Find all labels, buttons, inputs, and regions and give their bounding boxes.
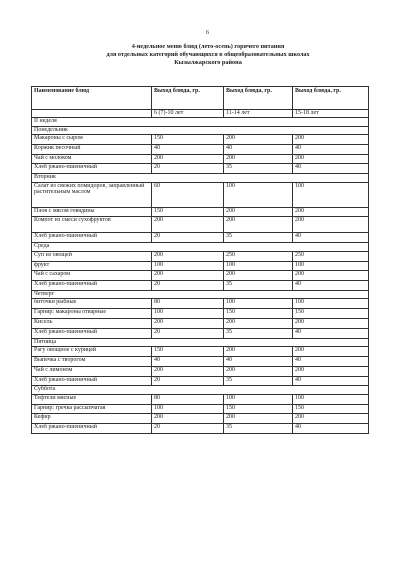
age-group-1: 6 (7)-10 лет: [152, 110, 224, 118]
portion-cell: 150: [293, 404, 369, 414]
portion-cell: 20: [152, 328, 224, 338]
portion-cell: 40: [293, 328, 369, 338]
dish-name-cell: Плов с мясом говядины: [32, 207, 152, 217]
table-row: [32, 135, 369, 145]
portion-cell: 150: [293, 309, 369, 319]
dish-name-cell: Чай с молоком: [32, 154, 152, 164]
table-row: [32, 281, 369, 291]
header-output-3: Выход блюда, гр.: [293, 87, 369, 110]
title-line-1: 4-недельное меню блюд (лето-осень) горячего питания: [131, 43, 285, 50]
portion-cell: 200: [224, 319, 293, 329]
table-row: [32, 261, 369, 271]
dish-name-cell: Коржик песочный: [32, 144, 152, 154]
portion-cell: 40: [293, 233, 369, 243]
dish-name-cell: Хлеб ржано-пшеничный: [32, 328, 152, 338]
portion-cell: 200: [293, 414, 369, 424]
portion-cell: 200: [224, 414, 293, 424]
day-header: Понедельник: [32, 126, 369, 135]
portion-cell: 80: [152, 299, 224, 309]
portion-cell: 100: [152, 404, 224, 414]
portion-cell: 40: [152, 356, 224, 366]
table-row: [32, 233, 369, 243]
dish-name-cell: фрукт: [32, 261, 152, 271]
portion-cell: 200: [152, 414, 224, 424]
portion-cell: 35: [224, 424, 293, 434]
dish-name-cell: Хлеб ржано-пшеничный: [32, 376, 152, 386]
portion-cell: 20: [152, 281, 224, 291]
portion-cell: 100: [224, 394, 293, 404]
dish-name-cell: Чай с лимоном: [32, 366, 152, 376]
portion-cell: 200: [224, 366, 293, 376]
portion-cell: 200: [224, 217, 293, 233]
table-row: [32, 366, 369, 376]
portion-cell: 40: [152, 144, 224, 154]
portion-cell: 200: [152, 154, 224, 164]
portion-cell: 200: [152, 251, 224, 261]
portion-cell: 40: [293, 424, 369, 434]
portion-cell: 35: [224, 164, 293, 174]
portion-cell: 200: [293, 271, 369, 281]
portion-cell: 150: [152, 347, 224, 357]
portion-cell: 200: [293, 366, 369, 376]
title-line-3: Кызылжарского района: [174, 58, 242, 66]
header-blank: [32, 110, 152, 118]
table-row: [32, 414, 369, 424]
portion-cell: 40: [293, 144, 369, 154]
header-output-1: Выход блюда, гр.: [152, 87, 224, 110]
portion-cell: 200: [224, 271, 293, 281]
portion-cell: 100: [224, 261, 293, 271]
dish-name-cell: Макароны с сыром: [32, 135, 152, 145]
portion-cell: 100: [152, 309, 224, 319]
portion-cell: 40: [224, 356, 293, 366]
portion-cell: 100: [152, 261, 224, 271]
portion-cell: 100: [293, 299, 369, 309]
portion-cell: 100: [224, 182, 293, 207]
portion-cell: 200: [293, 347, 369, 357]
age-group-2: 11-14 лет: [224, 110, 293, 118]
portion-cell: 35: [224, 376, 293, 386]
table-row: [32, 154, 369, 164]
portion-cell: 100: [293, 182, 369, 207]
portion-cell: 100: [293, 394, 369, 404]
table-body: [32, 118, 369, 434]
portion-cell: 200: [293, 319, 369, 329]
age-group-3: 15-18 лет: [293, 110, 369, 118]
portion-cell: 200: [224, 347, 293, 357]
portion-cell: 150: [152, 135, 224, 145]
day-header: Суббота: [32, 386, 369, 395]
title-line-2: для отдельных категорий обучающихся в общеобразовательных школах: [106, 50, 310, 58]
portion-cell: 200: [293, 154, 369, 164]
table-row: [32, 182, 369, 207]
table-row: [32, 251, 369, 261]
dish-name-cell: Компот из смеси сухофруктов: [32, 217, 152, 233]
portion-cell: 150: [224, 309, 293, 319]
portion-cell: 40: [224, 144, 293, 154]
dish-name-cell: Кисель: [32, 319, 152, 329]
portion-cell: 20: [152, 233, 224, 243]
header-dish-name: Наименование блюд: [32, 87, 152, 110]
document-title: [28, 43, 388, 66]
dish-name-cell: Тефтели мясные: [32, 394, 152, 404]
table-row: [32, 424, 369, 434]
portion-cell: 40: [293, 281, 369, 291]
table-row: [32, 144, 369, 154]
portion-cell: 200: [224, 154, 293, 164]
dish-name-cell: Гарнир: гречка рассыпчатая: [32, 404, 152, 414]
portion-cell: 200: [293, 217, 369, 233]
dish-name-cell: Хлеб ржано-пшеничный: [32, 233, 152, 243]
portion-cell: 60: [152, 182, 224, 207]
page-number: 6: [206, 30, 209, 36]
portion-cell: 40: [293, 164, 369, 174]
header-output-2: Выход блюда, гр.: [224, 87, 293, 110]
portion-cell: 20: [152, 164, 224, 174]
table-row: [32, 164, 369, 174]
dish-name-cell: биточки рыбные: [32, 299, 152, 309]
portion-cell: 200: [293, 207, 369, 217]
dish-name-cell: Салат из свежих помидоров, заправленный растительным маслом: [32, 182, 152, 207]
dish-name-cell: Суп из овощей: [32, 251, 152, 261]
portion-cell: 35: [224, 328, 293, 338]
portion-cell: 200: [152, 217, 224, 233]
dish-name-cell: Кефир: [32, 414, 152, 424]
portion-cell: 150: [152, 207, 224, 217]
day-header: Пятница: [32, 338, 369, 347]
day-header: Вторник: [32, 174, 369, 183]
portion-cell: 40: [293, 376, 369, 386]
table-row: [32, 271, 369, 281]
portion-cell: 200: [152, 271, 224, 281]
menu-table: [31, 86, 369, 434]
table-row: [32, 404, 369, 414]
portion-cell: 200: [152, 319, 224, 329]
table-row: [32, 376, 369, 386]
table-header: [32, 87, 369, 118]
dish-name-cell: Хлеб ржано-пшеничный: [32, 424, 152, 434]
portion-cell: 250: [224, 251, 293, 261]
portion-cell: 80: [152, 394, 224, 404]
table-row: [32, 347, 369, 357]
portion-cell: 100: [224, 299, 293, 309]
day-header: Четверг: [32, 290, 369, 299]
dish-name-cell: Чай с сахаром: [32, 271, 152, 281]
portion-cell: 35: [224, 281, 293, 291]
table-row: [32, 207, 369, 217]
table-row: [32, 299, 369, 309]
dish-name-cell: Выпечка с творогом: [32, 356, 152, 366]
portion-cell: 200: [293, 135, 369, 145]
portion-cell: 200: [224, 207, 293, 217]
portion-cell: 100: [293, 261, 369, 271]
dish-name-cell: Хлеб ржано-пшеничный: [32, 281, 152, 291]
portion-cell: 20: [152, 376, 224, 386]
portion-cell: 250: [293, 251, 369, 261]
table-row: [32, 328, 369, 338]
portion-cell: 200: [152, 366, 224, 376]
portion-cell: 200: [224, 135, 293, 145]
table-row: [32, 217, 369, 233]
table-row: [32, 394, 369, 404]
dish-name-cell: Гарнир: макароны отварные: [32, 309, 152, 319]
dish-name-cell: Хлеб ржано-пшеничный: [32, 164, 152, 174]
dish-name-cell: Рагу овощное с курицей: [32, 347, 152, 357]
table-row: [32, 319, 369, 329]
table-row: [32, 309, 369, 319]
table-row: [32, 356, 369, 366]
portion-cell: 150: [224, 404, 293, 414]
day-header: Среда: [32, 243, 369, 252]
portion-cell: 20: [152, 424, 224, 434]
portion-cell: 40: [293, 356, 369, 366]
week-label: II неделя: [32, 118, 369, 127]
portion-cell: 35: [224, 233, 293, 243]
